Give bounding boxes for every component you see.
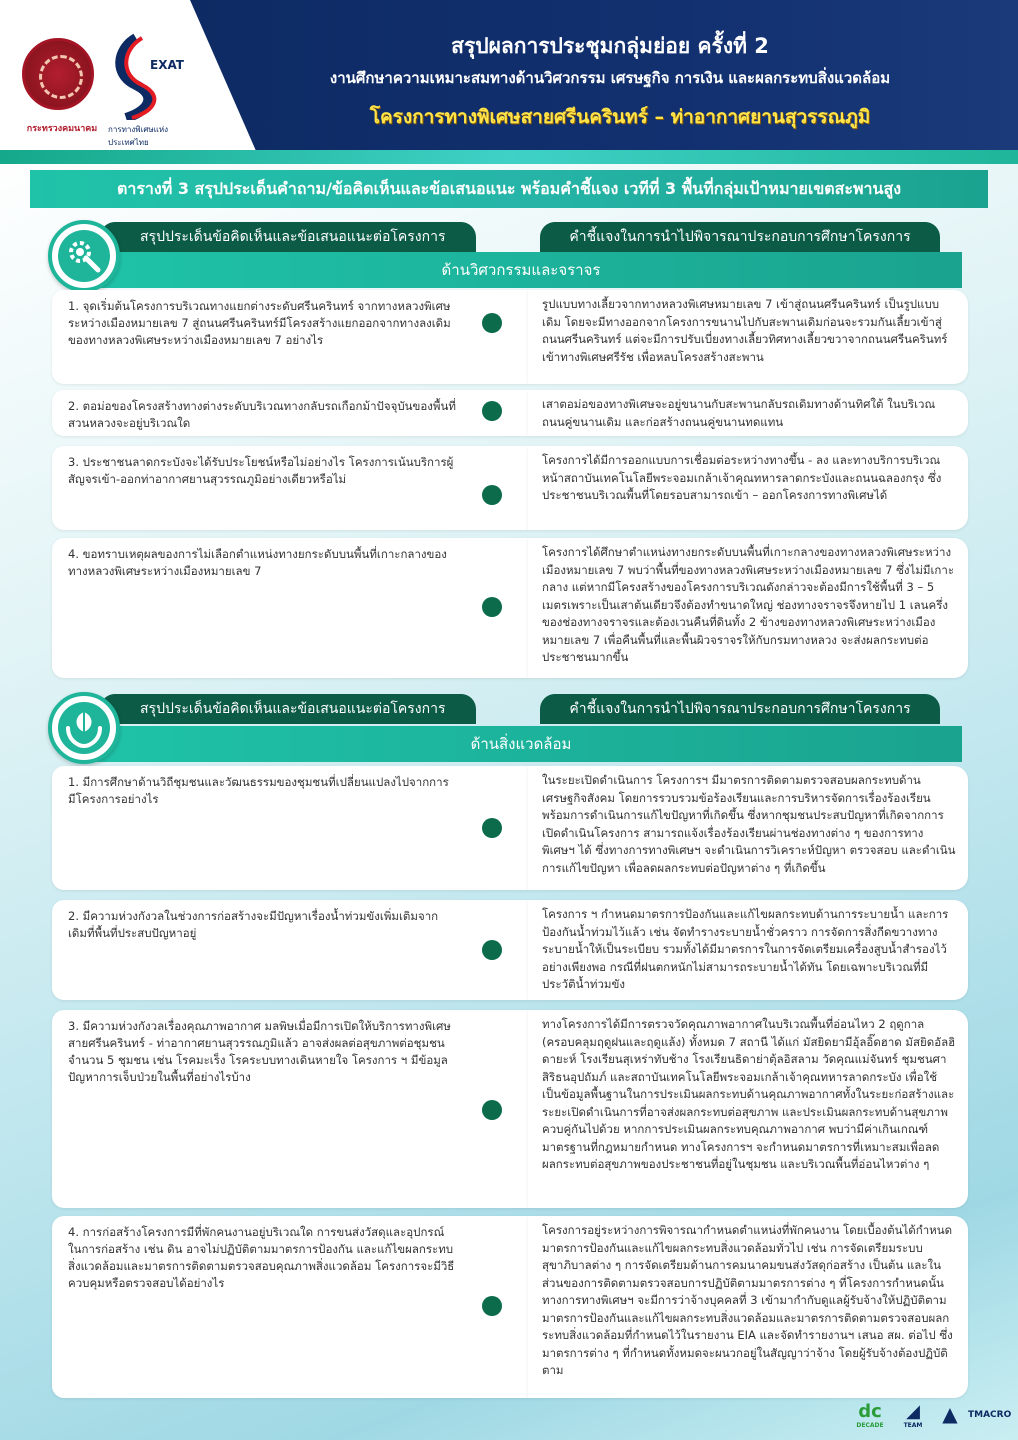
environment-answer-3: ทางโครงการได้มีการตรวจวัดคุณภาพอากาศในบริเวณพื้นที่อ่อนไหว 2 ฤดูกาล (ครอบคลุมฤดูฝนและฤดูแล้ง) ทั้งหมด 7 สถานี ได้แก่ มัสยิดยามีอุ้ลอิ๊ดฮาด มัสยิดอัลฮิดายะห์ โรงเรียนสุเหร่าทับช้าง โรงเรียนธิดาย่าตุ้ลอิสลาม วัดคุณแม่จันทร์ ชุมชนศาสิริธนอุปถัมภ์ และสถาบันเทคโนโลยีพระจอมเกล้าเจ้าคุณทหารลาดกระบัง เพื่อใช้เป็นข้อมูลพื้นฐานในการประเมินผลกระทบด้านคุณภาพอากาศทั้งในระยะก่อสร้างและระยะเปิดดำเนินการที่อาจส่งผลกระทบต่อสุขภาพ และประเมินผลกระทบด้านสุขภาพควบคู่กันไปด้วย หากการประเมินผลกระทบคุณภาพอากาศ พบว่ามีค่าเกินเกณฑ์มาตรฐานที่กฎหมายกำหนด ทางโครงการฯ จะกำหนดมาตรการที่เหมาะสมเพื่อลดผลกระทบต่อสุขภาพของประชาชนที่อยู่ในชุมชน และบริเวณพื้นที่อ่อนไหวต่าง ๆ: [528, 1010, 968, 1208]
subtitle: งานศึกษาความเหมาะสมทางด้านวิศวกรรม เศรษฐกิจ การเงิน และผลกระทบสิ่งแวดล้อม: [329, 69, 891, 87]
bullet-dot: [482, 485, 502, 505]
header-stripe: [0, 150, 1018, 164]
environment-question-3: 3. มีความห่วงกังวลเรื่องคุณภาพอากาศ มลพิษเมื่อมีการเปิดให้บริการทางพิเศษสายศรีนครินทร์ - ท่าอากาศยานสุวรรณภูมิแล้ว อาจส่งผลต่อสุขภาพต่อชุมชน จำนวน 5 ชุมชน เช่น โรคมะเร็ง โรคระบบทางเดินหายใจ โครงการ ฯ มีข้อมูลปัญหาการเจ็บป่วยในพื้นที่อย่างไรบ้าง: [52, 1010, 528, 1208]
environment-question-1: 1. มีการศึกษาด้านวิถีชุมชนและวัฒนธรรมของชุมชนที่เปลี่ยนแปลงไปจากการมีโครงการอย่างไร: [52, 766, 528, 890]
exat-logo-text: EXAT: [150, 58, 184, 72]
team-logo: ◢ TEAM: [903, 1401, 923, 1429]
engineering-answer-1: รูปแบบทางเลี้ยวจากทางหลวงพิเศษหมายเลข 7 เข้าสู่ถนนศรีนครินทร์ เป็นรูปแบบเดิม โดยจะมีทางออกจากโครงการขนานไปกับสะพานเดิมก่อนจะรวมกันเลี้ยวเข้าสู่ถนนศรีนครินทร์ แต่จะมีการปรับเบี่ยงทางเลี้ยวทิศทางเลี้ยวขวาจากถนนศรีนครินทร์เข้าทางพิเศษศรีรัช เพื่อหลบโครงสร้างสะพาน: [528, 290, 968, 384]
section-2-left-tab: สรุปประเด็นข้อคิดเห็นและข้อเสนอแนะต่อโครงการ: [100, 694, 476, 724]
header: [0, 0, 1018, 160]
engineering-answer-2: เสาตอม่อของทางพิเศษจะอยู่ขนานกับสะพานกลับรถเดิมทางด้านทิศใต้ ในบริเวณถนนคู่ขนานเดิม และก่อสร้างถนนคู่ขนานทดแทน: [528, 390, 968, 436]
bullet-dot: [482, 940, 502, 960]
footer-logos: [850, 1402, 1010, 1436]
ministry-logo: [22, 38, 94, 110]
section-1-subheader: ด้านวิศวกรรมและจราจร: [80, 252, 962, 288]
bullet-dot: [482, 401, 502, 421]
engineering-question-4: 4. ขอทราบเหตุผลของการไม่เลือกตำแหน่งทางยกระดับบนพื้นที่เกาะกลางของทางหลวงพิเศษระหว่างเมืองหมายเลข 7: [52, 538, 528, 678]
decade-logo: dc DECADE: [856, 1401, 884, 1429]
project-title: โครงการทางพิเศษสายศรีนครินทร์ – ท่าอากาศยานสุวรรณภูมิ: [369, 106, 871, 128]
environment-answer-1: ในระยะเปิดดำเนินการ โครงการฯ มีมาตรการติดตามตรวจสอบผลกระทบด้านเศรษฐกิจสังคม โดยการรวบรวมข้อร้องเรียนและการบริหารจัดการเรื่องร้องเรียน พร้อมการดำเนินการแก้ไขปัญหาที่เกิดขึ้น ซึ่งหากชุมชนประสบปัญหาที่เกิดจากการเปิดดำเนินโครงการ สามารถแจ้งเรื่องร้องเรียนผ่านช่องทางต่าง ๆ ของการทางพิเศษฯ ได้ ซึ่งทางการทางพิเศษฯ จะดำเนินการวิเคราะห์ปัญหา ตรวจสอบ และดำเนินการแก้ไขปัญหา เพื่อลดผลกระทบต่อปัญหาต่าง ๆ ที่เกิดขึ้น: [528, 766, 968, 890]
engineering-answer-4: โครงการได้ศึกษาตำแหน่งทางยกระดับบนพื้นที่เกาะกลางของทางหลวงพิเศษระหว่างเมืองหมายเลข 7 พบว่าพื้นที่ของทางหลวงพิเศษระหว่างเมืองหมายเลข 7 ซึ่งไม่มีเกาะกลาง แต่หากมีโครงสร้างของโครงการบริเวณดังกล่าวจะต้องมีการใช้พื้นที่ 3 – 5 เมตรเพราะเป็นเสาต้นเดียวจึงต้องทำขนาดใหญ่ ช่องทางจราจรจึงหายไป 1 เลนครึ่งของช่องทางจราจรและต้องเวนคืนที่ดินทั้ง 2 ข้างของทางหลวงพิเศษระหว่างเมืองหมายเลข 7 เพื่อคืนพื้นที่และพื้นผิวจราจรให้กับกรมทางหลวง จะส่งผลกระทบต่อประชาชนมากขึ้น: [528, 538, 968, 678]
bullet-dot: [482, 1296, 502, 1316]
environment-answer-2: โครงการ ฯ กำหนดมาตรการป้องกันและแก้ไขผลกระทบด้านการระบายน้ำ และการป้องกันน้ำท่วมไว้แล้ว เช่น จัดทำรางระบายน้ำชั่วคราว การจัดการสิ่งกีดขวางทางระบายน้ำให้เป็นระเบียบ รวมทั้งได้มีมาตรการในการจัดเตรียมเครื่องสูบน้ำสำรองไว้อย่างเพียงพอ กรณีที่ฝนตกหนักไม่สามารถระบายน้ำได้ทัน โดยเฉพาะบริเวณที่มีประวัติน้ำท่วมขัง: [528, 900, 968, 1000]
bullet-dot: [482, 313, 502, 333]
environment-answer-4: โครงการอยู่ระหว่างการพิจารณากำหนดตำแหน่งที่พักคนงาน โดยเบื้องต้นได้กำหนดมาตรการป้องกันและแก้ไขผลกระทบสิ่งแวดล้อมทั่วไป เช่น การจัดเตรียมระบบสุขาภิบาลต่าง ๆ การจัดเตรียมด้านการคมนาคมขนส่งวัสดุก่อสร้าง เป็นต้น และในส่วนของการติดตามตรวจสอบการปฏิบัติตามมาตรการต่าง ๆ ที่โครงการกำหนดนั้น ทางการทางพิเศษฯ จะมีการว่าจ้างบุคคลที่ 3 เข้ามากำกับดูแลผู้รับจ้างให้ปฏิบัติตามมาตรการป้องกันและแก้ไขผลกระทบสิ่งแวดล้อมและมาตรการติดตามตรวจสอบผลกระทบสิ่งแวดล้อมที่กำหนดไว้ในรายงาน EIA และจัดทำรายงานฯ เสนอ สผ. ต่อไป ซึ่งมาตรการต่าง ๆ ที่กำหนดทั้งหมดจะผนวกอยู่ในสัญญาว่าจ้าง โดยผู้รับจ้างต้องปฏิบัติตาม: [528, 1216, 968, 1398]
gear-wrench-icon: [48, 220, 120, 292]
section-1-right-tab: คำชี้แจงในการนำไปพิจารณาประกอบการศึกษาโครงการ: [540, 222, 940, 252]
engineering-question-3: 3. ประชาชนลาดกระบังจะได้รับประโยชน์หรือไม่อย่างไร โครงการเน้นบริการผู้สัญจรเข้า-ออกท่าอากาศยานสุวรรณภูมิอย่างเดียวหรือไม่: [52, 446, 528, 530]
bullet-dot: [482, 818, 502, 838]
section-1-left-tab: สรุปประเด็นข้อคิดเห็นและข้อเสนอแนะต่อโครงการ: [100, 222, 476, 252]
leaf-hands-icon: [48, 692, 120, 764]
table-banner: ตารางที่ 3 สรุปประเด็นคำถาม/ข้อคิดเห็นและข้อเสนอแนะ พร้อมคำชี้แจง เวทีที่ 3 พื้นที่กลุ่มเป้าหมายเขตสะพานสูง: [30, 170, 988, 208]
environment-question-4: 4. การก่อสร้างโครงการมีที่พักคนงานอยู่บริเวณใด การขนส่งวัสดุและอุปกรณ์ในการก่อสร้าง เช่น ดิน อาจไม่ปฏิบัติตามมาตรการป้องกัน และแก้ไขผลกระทบสิ่งแวดล้อมและมาตรการติดตามตรวจสอบคุณภาพสิ่งแวดล้อม โครงการจะมีวิธีควบคุมหรือตรวจสอบได้อย่างไร: [52, 1216, 528, 1398]
section-2-subheader: ด้านสิ่งแวดล้อม: [80, 726, 962, 762]
main-title: สรุปผลการประชุมกลุ่มย่อย ครั้งที่ 2: [451, 34, 769, 58]
section-2-right-tab: คำชี้แจงในการนำไปพิจารณาประกอบการศึกษาโครงการ: [540, 694, 940, 724]
engineering-question-1: 1. จุดเริ่มต้นโครงการบริเวณทางแยกต่างระดับศรีนครินทร์ จากทางหลวงพิเศษระหว่างเมืองหมายเลข 7 สู่ถนนศรีนครินทร์มีโครงสร้างแยกออกจากทางลงเดิมของทางหลวงพิเศษระหว่างเมืองหมายเลข 7 อย่างไร: [52, 290, 528, 384]
bullet-dot: [482, 1100, 502, 1120]
engineering-question-2: 2. ตอม่อของโครงสร้างทางต่างระดับบริเวณทางกลับรถเกือกม้าปัจจุบันของพื้นที่สวนหลวงจะอยู่บริเวณใด: [52, 390, 528, 436]
engineering-answer-3: โครงการได้มีการออกแบบการเชื่อมต่อระหว่างทางขึ้น - ลง และทางบริการบริเวณหน้าสถาบันเทคโนโลยีพระจอมเกล้าเจ้าคุณทหารลาดกระบังและถนนฉลองกรุง ซึ่งประชาชนบริเวณพื้นที่โดยรอบสามารถเข้า – ออกโครงการทางพิเศษได้: [528, 446, 968, 530]
tmacro-logo: TMACRO: [968, 1410, 1012, 1420]
exat-logo: [106, 30, 176, 120]
exat-label: การทางพิเศษแห่งประเทศไทย: [108, 125, 168, 147]
ministry-label: กระทรวงคมนาคม: [26, 124, 98, 134]
environment-question-2: 2. มีความห่วงกังวลในช่วงการก่อสร้างจะมีปัญหาเรื่องน้ำท่วมขังเพิ่มเติมจากเดิมที่พื้นที่ประสบปัญหาอยู่: [52, 900, 528, 1000]
bullet-dot: [482, 597, 502, 617]
mountain-logo: ▲: [942, 1402, 958, 1426]
